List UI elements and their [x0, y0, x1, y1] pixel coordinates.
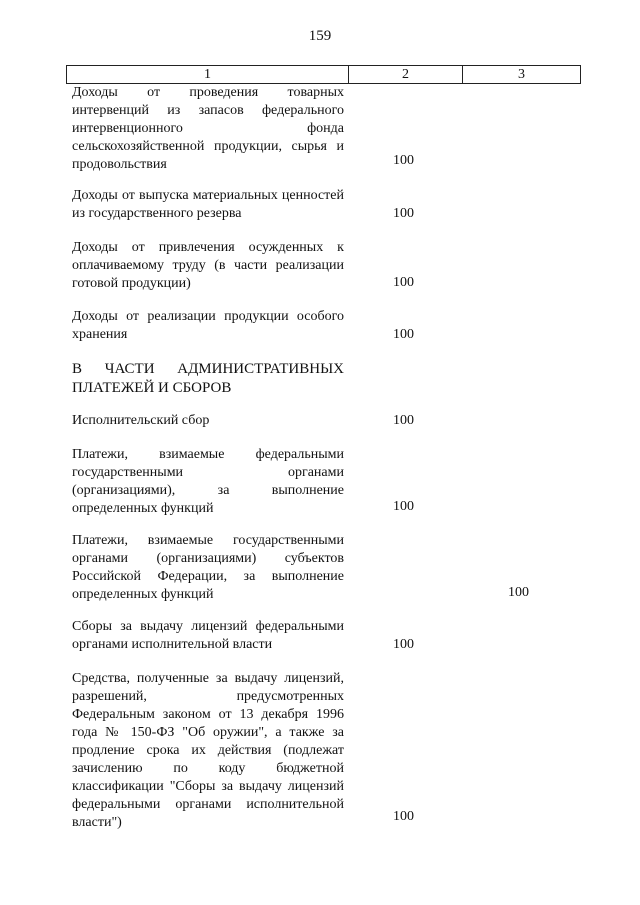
row-description: Сборы за выдачу лицензий федеральными органами исполнительной власти	[72, 619, 344, 652]
page-number: 159	[308, 28, 332, 44]
section-heading-row	[72, 360, 632, 398]
row-value-col2: 100	[393, 153, 414, 168]
row-description: Доходы от реализации продукции особого хранения	[72, 309, 344, 342]
row-description: Средства, полученные за выдачу лицензий, разрешений, предусмотренных Федеральным законом от 13 декабря 1996 года № 150-ФЗ "Об оружии", а также за продление срока их действия (подлежат зачислению по коду бюджетной классификации "Сборы за выдачу лицензий федеральными органами исполнительной власти")	[72, 671, 344, 830]
row-description: Доходы от проведения товарных интервенций из запасов федерального интервенционного фонда сельскохозяйственной продукции, сырья и продовольствия	[72, 85, 344, 172]
row-description: Доходы от выпуска материальных ценностей из государственного резерва	[72, 188, 344, 221]
column-header-1: 1	[67, 66, 349, 83]
column-header-3: 3	[518, 67, 525, 82]
row-value-col2: 100	[393, 809, 414, 824]
row-value-col2: 100	[393, 275, 414, 290]
table-row	[72, 187, 632, 223]
table-row	[72, 412, 632, 430]
table-row	[72, 446, 632, 518]
row-value-col2: 100	[393, 327, 414, 342]
row-value-col2: 100	[393, 637, 414, 652]
table-row	[72, 308, 632, 344]
table-row	[72, 532, 632, 604]
table-row	[72, 618, 632, 654]
row-value-col2: 100	[393, 413, 414, 428]
table-row	[72, 84, 632, 174]
section-heading: В ЧАСТИ АДМИНИСТРАТИВНЫХ ПЛАТЕЖЕЙ И СБОРОВ	[72, 361, 344, 396]
row-description: Платежи, взимаемые государственными органами (организациями) субъектов Российской Федерации, за выполнение определенных функций	[72, 533, 344, 602]
column-header-2: 2	[349, 66, 463, 83]
row-value-col2: 100	[393, 206, 414, 221]
row-description: Платежи, взимаемые федеральными государственными органами (организациями), за выполнение определенных функций	[72, 447, 344, 516]
table-row	[72, 670, 632, 832]
row-value-col2: 100	[393, 499, 414, 514]
row-description: Исполнительский сбор	[72, 413, 210, 428]
table-row	[72, 239, 632, 293]
row-description: Доходы от привлечения осужденных к оплачиваемому труду (в части реализации готовой продукции)	[72, 240, 344, 291]
row-value-col3: 100	[508, 585, 529, 600]
